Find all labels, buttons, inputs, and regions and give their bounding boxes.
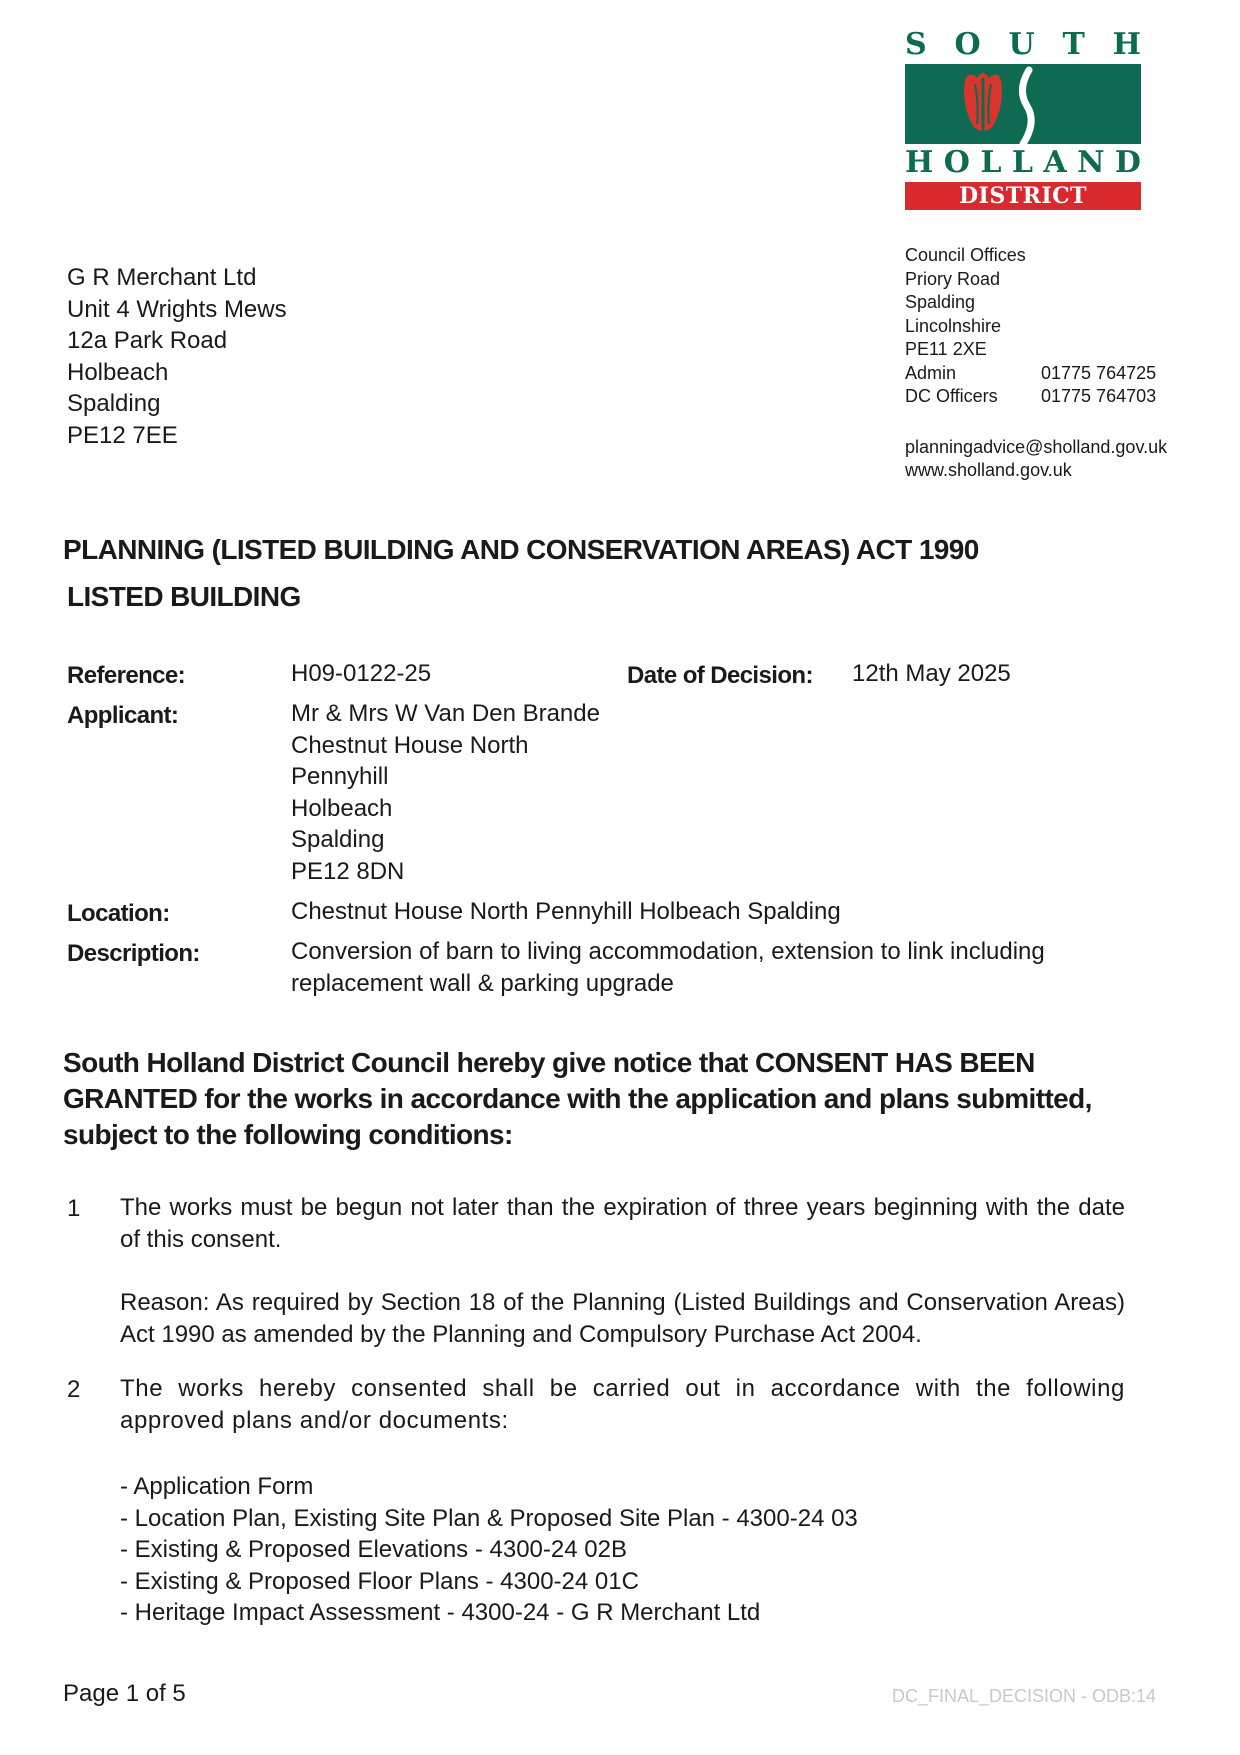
location-value: Chestnut House North Pennyhill Holbeach Spalding [291, 898, 841, 925]
description-label: Description: [67, 940, 200, 967]
council-email: planningadvice@sholland.gov.uk [905, 436, 1168, 457]
condition-text: The works hereby consented shall be carried out in accordance with the following approved plans and/or documents: [120, 1375, 1125, 1434]
recipient-line: 12a Park Road [67, 327, 228, 354]
recipient-line: Unit 4 Wrights Mews [67, 295, 287, 323]
contact-dc-officers [905, 385, 1167, 409]
recipient-line: Spalding [67, 390, 161, 417]
applicant-line: Chestnut House North [291, 731, 529, 759]
condition-number: 2 [67, 1376, 81, 1403]
logo-tulip-band [905, 64, 1141, 144]
document-code: DC_FINAL_DECISION - ODB:14 [892, 1686, 1157, 1706]
condition-text: The works must be begun not later than the expiration of three years beginning with the date of this consent. [120, 1194, 1125, 1253]
recipient-address [67, 262, 287, 451]
recipient-line: Holbeach [67, 358, 169, 386]
council-address-line: Spalding [905, 292, 976, 312]
logo-district-council: DISTRICT COUNCIL [905, 182, 1141, 210]
consent-notice: South Holland District Council hereby give notice that CONSENT HAS BEEN GRANTED for the works in accordance with the application and plans submitted, subject to the following conditions: [63, 1047, 1092, 1150]
reference-label: Reference: [67, 662, 186, 689]
logo-south-text: S O U T H [905, 27, 1141, 62]
description-line: replacement wall & parking upgrade [291, 969, 674, 997]
applicant-address [291, 698, 600, 887]
description-line: Conversion of barn to living accommodation, extension to link including [291, 938, 1045, 965]
list-item: - Existing & Proposed Floor Plans - 4300-24 01C [120, 1567, 639, 1595]
contact-phone: 01775 764725 [1041, 362, 1157, 383]
list-item: - Heritage Impact Assessment - 4300-24 - G R Merchant Ltd [120, 1599, 761, 1626]
reference-value: H09-0122-25 [291, 660, 432, 687]
contact-admin [905, 362, 1167, 386]
council-address-line: PE11 2XE [905, 339, 987, 359]
date-label: Date of Decision: [627, 662, 813, 689]
date-value: 12th May 2025 [852, 660, 1011, 687]
list-item: - Location Plan, Existing Site Plan & Proposed Site Plan - 4300-24 03 [120, 1504, 858, 1532]
contact-label: Admin [905, 362, 957, 383]
consent-type-heading: LISTED BUILDING [67, 581, 301, 612]
approved-plans-list [120, 1471, 858, 1629]
tulip-icon [905, 64, 1141, 144]
list-item: - Application Form [120, 1473, 314, 1500]
act-heading: PLANNING (LISTED BUILDING AND CONSERVATION AREAS) ACT 1990 [63, 534, 979, 565]
description-value [291, 936, 1045, 999]
recipient-line: PE12 7EE [67, 421, 178, 449]
location-label: Location: [67, 900, 170, 927]
council-address-line: Council Offices [905, 245, 1026, 265]
recipient-line: G R Merchant Ltd [67, 264, 257, 291]
condition-number: 1 [67, 1195, 81, 1222]
applicant-line: Holbeach [291, 794, 393, 822]
condition-reason: Reason: As required by Section 18 of the Planning (Listed Buildings and Conservation Areas) Act 1990 as amended by the Planning and Compulsory Purchase Act 2004. [120, 1289, 1125, 1348]
council-logo [905, 27, 1141, 237]
council-address-line: Priory Road [905, 268, 1001, 289]
page-number: Page 1 of 5 [63, 1680, 186, 1707]
applicant-line: Pennyhill [291, 763, 389, 790]
council-contact-block [905, 244, 1167, 483]
council-address-line: Lincolnshire [905, 315, 1002, 336]
list-item: - Existing & Proposed Elevations - 4300-24 02B [120, 1536, 627, 1563]
applicant-line: Mr & Mrs W Van Den Brande [291, 700, 600, 727]
applicant-line: PE12 8DN [291, 857, 405, 885]
applicant-label: Applicant: [67, 702, 179, 729]
applicant-line: Spalding [291, 826, 385, 853]
contact-label: DC Officers [905, 386, 998, 406]
council-website: www.sholland.gov.uk [905, 460, 1072, 480]
contact-phone: 01775 764703 [1041, 386, 1157, 406]
logo-holland-text: H O L L A N D [905, 145, 1141, 180]
